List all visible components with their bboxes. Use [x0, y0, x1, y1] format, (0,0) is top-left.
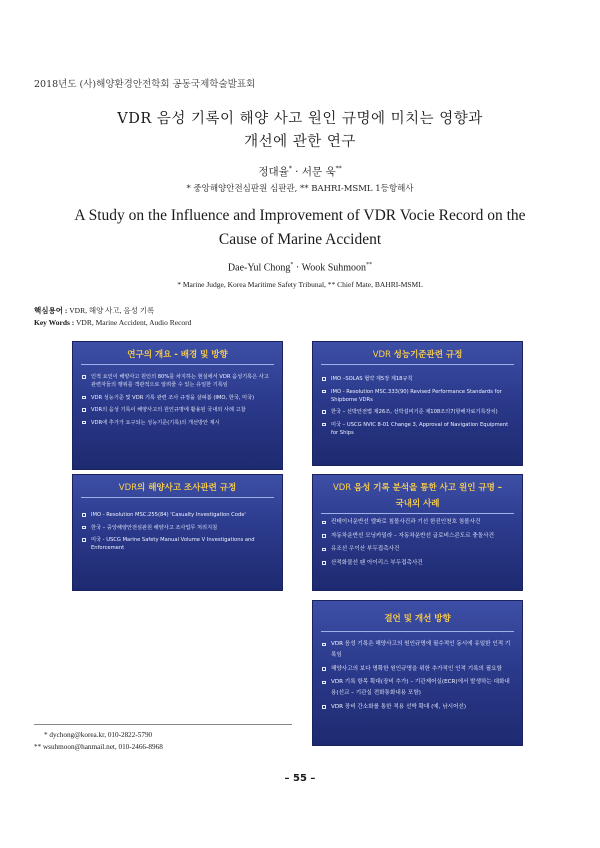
- panel-investigation-divider: [81, 497, 274, 498]
- panel-research-overview: [72, 341, 283, 470]
- title-ko-line1: VDR 음성 기록이 해양 사고 원인 규명에 미치는 영향과: [117, 111, 483, 127]
- keywords-en-value: VDR, Marine Accident, Audio Record: [74, 318, 192, 327]
- keywords-ko-value: VDR, 해양 사고, 음성 기록: [67, 306, 155, 315]
- author2-ko-mark: **: [335, 165, 342, 173]
- panel-performance-list: [322, 375, 514, 441]
- panel-case-studies: [312, 474, 523, 591]
- author1-en-mark: *: [290, 262, 294, 268]
- list-item: 인적 요인이 해양사고 원인의 80%를 차지하는 현실에서 VDR 음성기록은 사고 관련자들의 행위를 객관적으로 알려줄 수 있는 유일한 기록임: [82, 373, 274, 389]
- list-item: IMO –SOLAS 협약 제5장 제18규칙: [322, 375, 514, 383]
- authors-korean: [0, 164, 600, 179]
- panel-overview-list: [82, 373, 274, 431]
- panel-performance-title: [313, 348, 522, 362]
- list-item: IMO - Resolution MSC.255(84) 'Casualty Investigation Code': [82, 511, 274, 519]
- list-item: IMO - Resolution MSC.333(90) Revised Performance Standards for Shipborne VDRs: [322, 388, 514, 404]
- panel-cases-title-line1: [313, 481, 522, 495]
- paper-title-korean: [0, 108, 600, 154]
- author2-ko: 서문 욱: [301, 166, 336, 178]
- keywords-english: [34, 318, 191, 327]
- author-separator-en: ·: [293, 262, 302, 274]
- footnote-1: * dychong@korea.kr, 010-2822-5790: [44, 731, 153, 739]
- title-en-line2: Cause of Marine Accident: [218, 231, 382, 248]
- panel-investigation-title: [73, 481, 282, 495]
- panel-cases-list: [322, 517, 514, 571]
- keywords-ko-label: 핵심용어 :: [34, 306, 68, 315]
- list-item: 유조선 우이산 부두접촉사건: [322, 544, 514, 555]
- panel-cases-title-line2: 국내외 사례: [395, 499, 440, 509]
- panel-investigation-title-main: 의 해양사고 조사관련 규정: [137, 483, 237, 493]
- author1-ko: 정대율: [258, 166, 289, 178]
- author2-en: Wook Suhmoon: [301, 262, 367, 274]
- panel-investigation-title-prefix: VDR: [118, 483, 138, 493]
- authors-english: [0, 262, 600, 273]
- panel-investigation-list: [82, 511, 274, 557]
- panel-performance-title-prefix: VDR: [372, 350, 394, 360]
- panel-cases-title-prefix: VDR: [332, 483, 354, 493]
- title-en-line1: A Study on the Influence and Improvement of VDR Vocie Record on the: [74, 207, 526, 224]
- paper-title-english: [20, 204, 580, 252]
- list-item: VDR 음성 기록은 해양사고의 원인규명에 필수적인 동시에 유일한 인적 기록임: [322, 639, 514, 661]
- list-item: 자동차운반선 모닝카밀라 – 자동차운반선 글로비스콘도르 충돌사건: [322, 531, 514, 542]
- list-item: VDR 성능기준 및 VDR 기록 관련 조사 규정을 살펴봄 (IMO, 한국, 미국): [82, 394, 274, 402]
- list-item: VDR 기록 항목 확대(장비 추가) – 기관제어실(ECR)에서 발생하는 대화내용(선교 – 기관실 전화통화내용 포함): [322, 677, 514, 699]
- author1-en: Dae-Yul Chong: [227, 262, 291, 274]
- title-ko-line2: 개선에 관한 연구: [244, 134, 356, 150]
- list-item: 한국 – 중앙해양안전심판원 해양사고 조사업무 처리지침: [82, 524, 274, 532]
- panel-overview-title: 연구의 개요 - 배경 및 방향: [127, 350, 228, 360]
- list-item: 산적화물선 팬 아이리스 부두접촉사건: [322, 558, 514, 569]
- page-number: – 55 –: [284, 773, 316, 784]
- panel-investigation-rules: [72, 474, 283, 591]
- panel-conclusion-divider: [321, 631, 514, 632]
- panel-conclusion: [312, 600, 523, 746]
- list-item: 한국 – 선박안전법 제26조, 선박설비기준 제108조의7(항해자료기록장치): [322, 408, 514, 416]
- list-item: 컨테이너운반선 엘파로 침몰사건과 기선 한진인천호 침몰사건: [322, 517, 514, 528]
- list-item: VDR에 추가가 요구되는 성능기준(기록)의 개선방안 제시: [82, 419, 274, 427]
- author-separator: ·: [291, 166, 302, 178]
- panel-cases-title-main: 음성 기록 분석을 통한 사고 원인 규명 –: [353, 483, 503, 493]
- keywords-en-label: Key Words :: [34, 318, 75, 327]
- panel-overview-divider: [81, 364, 274, 365]
- conference-header: 2018년도 (사)해양환경안전학회 공동국제학술발표회: [34, 79, 256, 90]
- panel-conclusion-list: [322, 639, 514, 715]
- author2-en-mark: **: [366, 262, 373, 268]
- panel-cases-divider: [321, 513, 514, 514]
- author1-ko-mark: *: [288, 165, 292, 173]
- panel-conclusion-title: 결언 및 개선 방향: [384, 614, 451, 624]
- list-item: VDR의 음성 기록이 해양사고의 원인규명에 활용된 국내외 사례 고찰: [82, 406, 274, 414]
- keywords-korean: [34, 305, 154, 316]
- footnote-rule: [34, 724, 292, 725]
- panel-performance-standards: [312, 341, 523, 466]
- panel-performance-divider: [321, 364, 514, 365]
- list-item: 미국 - USCG Marine Safety Manual Volume V Investigations and Enforcement: [82, 536, 274, 552]
- panel-performance-title-main: 성능기준관련 규정: [393, 350, 463, 360]
- list-item: 해양사고의 보다 명확한 원인규명을 위한 추가적인 인적 기록의 필요함: [322, 664, 514, 675]
- affiliation-english: * Marine Judge, Korea Maritime Safety Tribunal, ** Chief Mate, BAHRI-MSML: [177, 280, 423, 289]
- list-item: VDR 장비 간소화를 통한 적용 선박 확대 (예, 낚시어선): [322, 702, 514, 713]
- affiliation-korean: * 중앙해양안전심판원 심판관, ** BAHRI-MSML 1등항해사: [186, 184, 414, 194]
- list-item: 미국 – USCG NVIC 8-01 Change 3, Approval of Navigation Equipment for Ships: [322, 421, 514, 437]
- footnote-2: ** wsuhmoon@hanmail.net, 010-2466-8968: [34, 743, 163, 751]
